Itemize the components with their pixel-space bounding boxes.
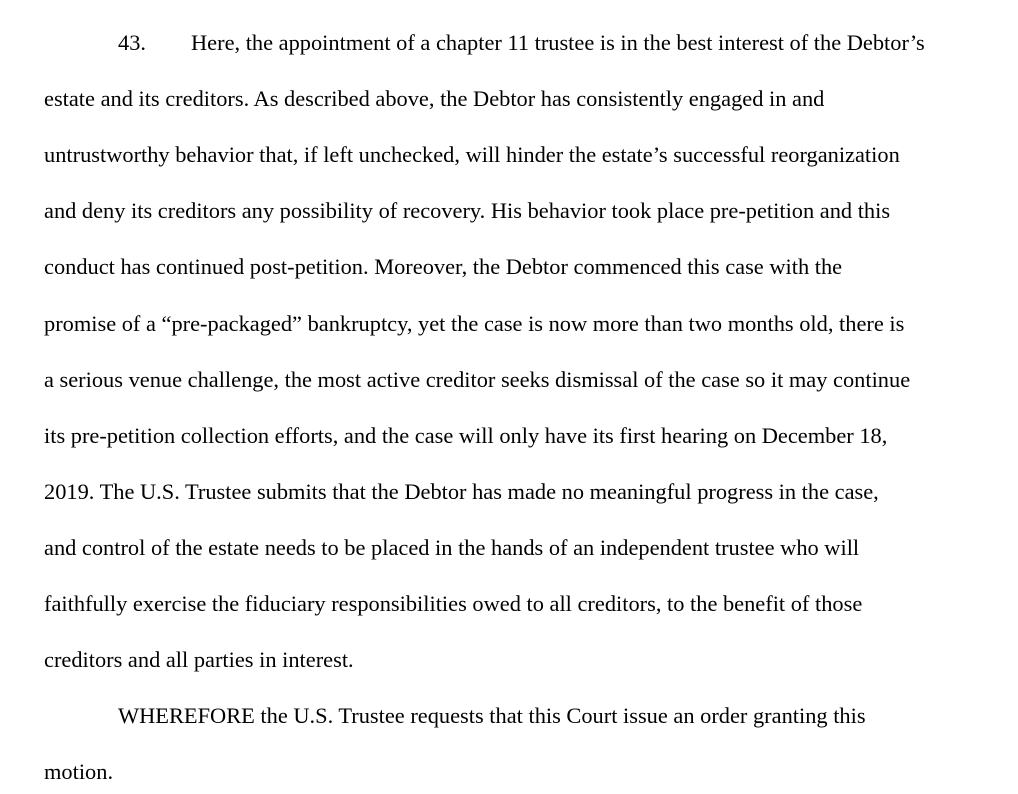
paragraph-line: and control of the estate needs to be placed in the hands of an independent trustee who will [44,535,860,560]
paragraph-line: creditors and all parties in interest. [44,647,354,672]
paragraph-line: a serious venue challenge, the most active creditor seeks dismissal of the case so it may continue [44,367,911,392]
paragraph-line: 2019. The U.S. Trustee submits that the Debtor has made no meaningful progress in the case, [44,479,879,504]
paragraph-line: conduct has continued post-petition. Moreover, the Debtor commenced this case with the [44,254,843,279]
paragraph-number: 43. [118,30,146,55]
wherefore-line: WHEREFORE the U.S. Trustee requests that this Court issue an order granting this [118,703,866,728]
paragraph-line: faithfully exercise the fiduciary responsibilities owed to all creditors, to the benefit of those [44,591,863,616]
paragraph-line: untrustworthy behavior that, if left unchecked, will hinder the estate’s successful reorganization [44,142,900,167]
wherefore-line: motion. [44,759,114,784]
paragraph-line: promise of a “pre-packaged” bankruptcy, yet the case is now more than two months old, there is [44,311,905,336]
paragraph-line: its pre-petition collection efforts, and the case will only have its first hearing on December 18, [44,423,888,448]
paragraph-line: estate and its creditors. As described above, the Debtor has consistently engaged in and [44,86,825,111]
paragraph-line: Here, the appointment of a chapter 11 trustee is in the best interest of the Debtor’s [191,30,925,55]
paragraph-line: and deny its creditors any possibility of recovery. His behavior took place pre-petition and this [44,198,891,223]
